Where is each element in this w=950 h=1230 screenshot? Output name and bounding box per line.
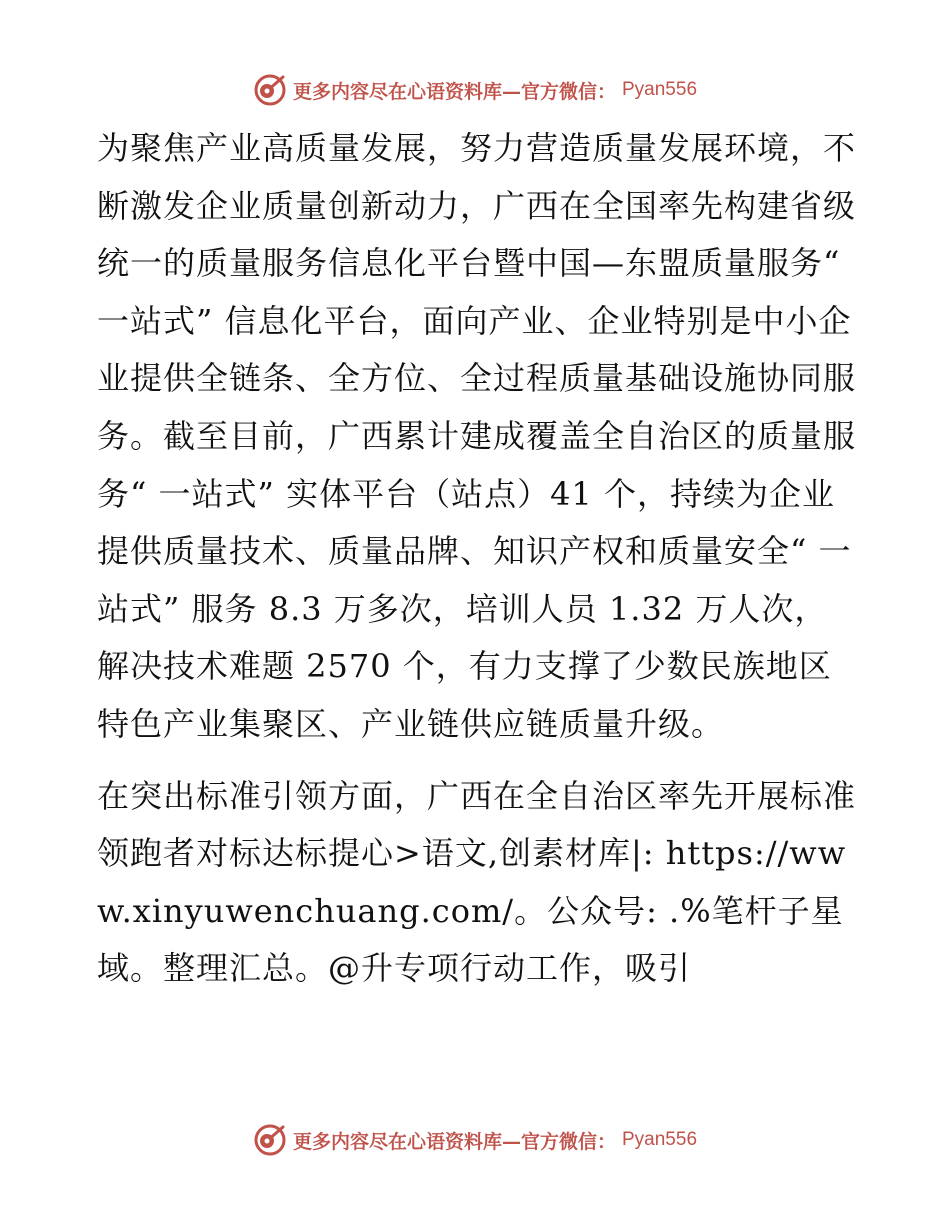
paragraph-1: 为聚焦产业高质量发展，努力营造质量发展环境，不断激发企业质量创新动力，广西在全国率先构建省级统一的质量服务信息化平台暨中国—东盟质量服务“ 一站式” 信息化平台，面向产业、企业特别是中小企业提供全链条、全方位、全过程质量基础设施协同服务。截至目前，广西累计建成覆盖全自治区的质量服务“ 一站式” 实体平台（站点）41 个，持续为企业提供质量技术、质量品牌、知识产权和质量安全“ 一站式” 服务 8.3 万多次，培训人员 1.32 万人次，解决技术难题 2570 个，有力支撑了少数民族地区特色产业集聚区、产业链供应链质量升级。 (97, 129, 857, 743)
header-banner-text: 更多内容尽在心语资料库—官方微信： (292, 80, 616, 103)
logo-icon (253, 73, 287, 107)
header-banner-wechat-id: Pyan556 (622, 79, 698, 100)
document-body (97, 120, 857, 998)
footer-banner-wechat-id: Pyan556 (622, 1129, 698, 1150)
footer-banner-text: 更多内容尽在心语资料库—官方微信： (292, 1130, 616, 1153)
footer-banner (0, 1120, 950, 1160)
header-banner (0, 70, 950, 110)
paragraph-2: 在突出标准引领方面，广西在全自治区率先开展标准领跑者对标达标提心>语文,创素材库|: https://www.xinyuwenchuang.com/。公众号: .%笔杆子星域。整理汇总。@升专项行动工作，吸引 (97, 776, 857, 988)
logo-icon (253, 1123, 287, 1157)
